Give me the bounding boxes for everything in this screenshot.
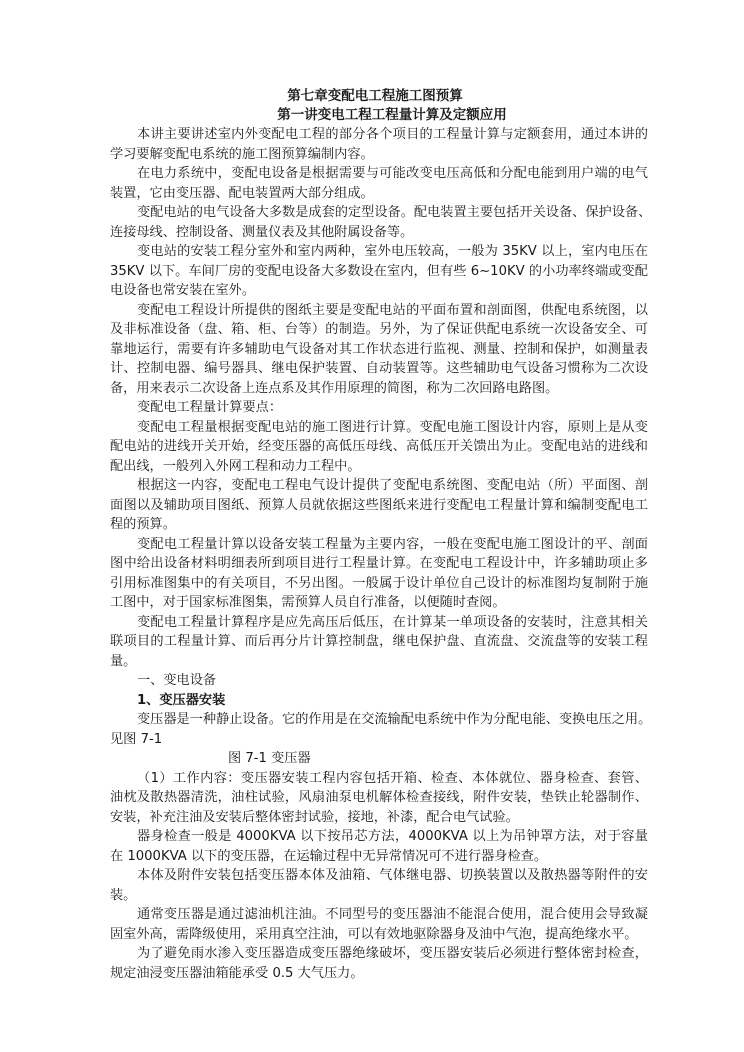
paragraph: [110, 827, 648, 866]
text-line: 量。: [110, 653, 137, 669]
text-line: 联项目的工程量计算、而后再分片计算控制盘，继电保护盘、直流盘、交流盘等的安装工程: [110, 634, 648, 649]
paragraph: [110, 398, 648, 418]
text-line: 工图中，对于国家标准图集，需预算人员自行准备，以便随时查阅。: [110, 595, 506, 610]
text-line: 根据这一内容，变配电工程电气设计提供了变配电系统图、变配电站（所）平面图、剖: [137, 478, 648, 493]
text-line: 图中给出设备材料明细表所到项目进行工程量计算。在变配电工程设计中，许多辅助项止多: [110, 556, 648, 571]
text-line: 备，用来表示二次设备上连点系及其作用原理的简图，称为二次回路电路图。: [110, 380, 559, 396]
paragraph: [110, 535, 648, 613]
text-line: 在电力系统中，变配电设备是根据需要与可能改变电压高低和分配电能到用户端的电气: [137, 166, 648, 181]
text-line: 变电站的安装工程分室外和室内两种，室外电压较高，一般为 35KV 以上，室内电压在: [137, 244, 648, 259]
paragraph: [110, 866, 648, 905]
paragraph: [110, 125, 648, 164]
text-line: 器身检查一般是 4000KVA 以下按吊芯方法，4000KVA 以上为吊钟罩方法，对于容量: [137, 829, 648, 844]
text-line: 靠地运行，需要有许多辅助电气设备对其工作状态进行监视、测量、控制和保护，如测量表: [110, 341, 648, 357]
text-line: 学习要解变配电系统的施工图预算编制内容。: [110, 146, 374, 162]
text-line: 见图 7-1: [110, 731, 163, 747]
paragraph: [110, 164, 648, 203]
text-line: 连接母线、控制设备、测量仪表及其他附属设备等。: [110, 224, 414, 240]
text-line: 为了避免雨水渗入变压器造成变压器绝缘破坏，变压器安装后必须进行整体密封检查，: [137, 946, 648, 961]
text-line: 本体及附件安装包括变压器本体及油箱、气体继电器、切换装置以及散热器等附件的安: [137, 868, 648, 883]
text-line: 装置，它由变压器、配电装置两大部分组成。: [110, 185, 374, 201]
document-page: [110, 86, 652, 983]
text-line: 在 1000KVA 以下的变压器，在运输过程中无异常情况可不进行器身检查。: [110, 848, 548, 864]
figure-caption: [110, 749, 648, 769]
text-line: 配出线，一般列入外网工程和动力工程中。: [110, 458, 361, 474]
paragraph: [110, 203, 652, 242]
text-line: 装。: [110, 887, 137, 903]
paragraph: [110, 710, 652, 749]
text-line: 变配电工程设计所提供的图纸主要是变配电站的平面布置和剖面图，供配电系统图，以: [137, 302, 648, 318]
paragraph: [110, 301, 648, 399]
text-line: 35KV 以下。车间厂房的变配电设备大多数设在室内，但有些 6~10KV 的小功率终端或变配: [110, 263, 648, 279]
text-line: （1）工作内容：变压器安装工程内容包括开箱、检查、本体就位、器身检查、套管、: [137, 770, 648, 786]
text-line: 及非标准设备（盘、箱、柜、台等）的制造。另外，为了保证供配电系统一次设备安全、可: [110, 322, 648, 337]
text-line: 变配电工程量计算要点：: [137, 400, 283, 415]
lecture-title: 第一讲变电工程工程量计算及定额应用: [277, 107, 507, 123]
paragraph: [110, 671, 648, 691]
text-line: 配电站的进线开关开始，经变压器的高低压母线、高低压开关馈出为止。变配电站的进线和: [110, 439, 648, 454]
text-line: 计、控制电器、编号器具、继电保护装置、自动装置等。这些辅助电气设备习惯称为二次设: [110, 361, 648, 376]
text-line: 图 7-1 变压器: [228, 751, 311, 766]
text-line: 油枕及散热器清洗，油柱试验，风扇油泵电机解体检查接线，附件安装，垫铁止轮器制作、: [110, 790, 648, 805]
text-line: 变配电工程量根据变配电站的施工图进行计算。变配电施工图设计内容，原则上是从变: [137, 419, 648, 435]
text-line: 固室外高，需降级使用，采用真空注油，可以有效地驱除器身及油中气泡，提高绝缘水平。: [110, 926, 638, 942]
paragraph: [110, 418, 648, 477]
document-body: [110, 125, 652, 983]
paragraph: [110, 242, 648, 301]
text-line: 变压器是一种静止设备。它的作用是在交流输配电系统中作为分配电能、变换电压之用。: [137, 712, 652, 727]
chapter-title: 第七章变配电工程施工图预算: [287, 88, 463, 104]
text-line: 程的预算。: [110, 517, 176, 532]
text-line: 面图以及辅助项目图纸、预算人员就依据这些图纸来进行变配电工程量计算和编制变配电工: [110, 497, 648, 513]
paragraph: [110, 944, 648, 983]
text-line: 引用标准图集中的有关项目，不另出图。一般属于设计单位自己设计的标准图均复制附于施: [110, 575, 648, 591]
text-line: 变配电站的电气设备大多数是成套的定型设备。配电装置主要包括开关设备、保护设备、: [137, 205, 652, 220]
text-line: 一、变电设备: [137, 673, 217, 688]
paragraph: [110, 769, 648, 828]
section-heading: [110, 691, 648, 711]
paragraph: [110, 905, 648, 944]
paragraph: [110, 613, 648, 672]
paragraph: [110, 476, 648, 535]
text-line: 变配电工程量计算程序是应先高压后低压，在计算某一单项设备的安装时，注意其相关: [137, 614, 648, 630]
text-line: 变配电工程量计算以设备安装工程量为主要内容，一般在变配电施工图设计的平、剖面: [137, 536, 648, 552]
text-line: 电设备也常安装在室外。: [110, 283, 256, 298]
text-line: 1、变压器安装: [137, 692, 226, 708]
text-line: 规定油浸变压器油箱能承受 0.5 大气压力。: [110, 965, 364, 981]
text-line: 安装，补充注油及安装后整体密封试验，接地，补漆，配合电气试验。: [110, 809, 519, 825]
text-line: 本讲主要讲述室内外变配电工程的部分各个项目的工程量计算与定额套用，通过本讲的: [137, 127, 648, 142]
text-line: 通常变压器是通过滤油机注油。不同型号的变压器油不能混合使用，混合使用会导致凝: [137, 907, 648, 922]
